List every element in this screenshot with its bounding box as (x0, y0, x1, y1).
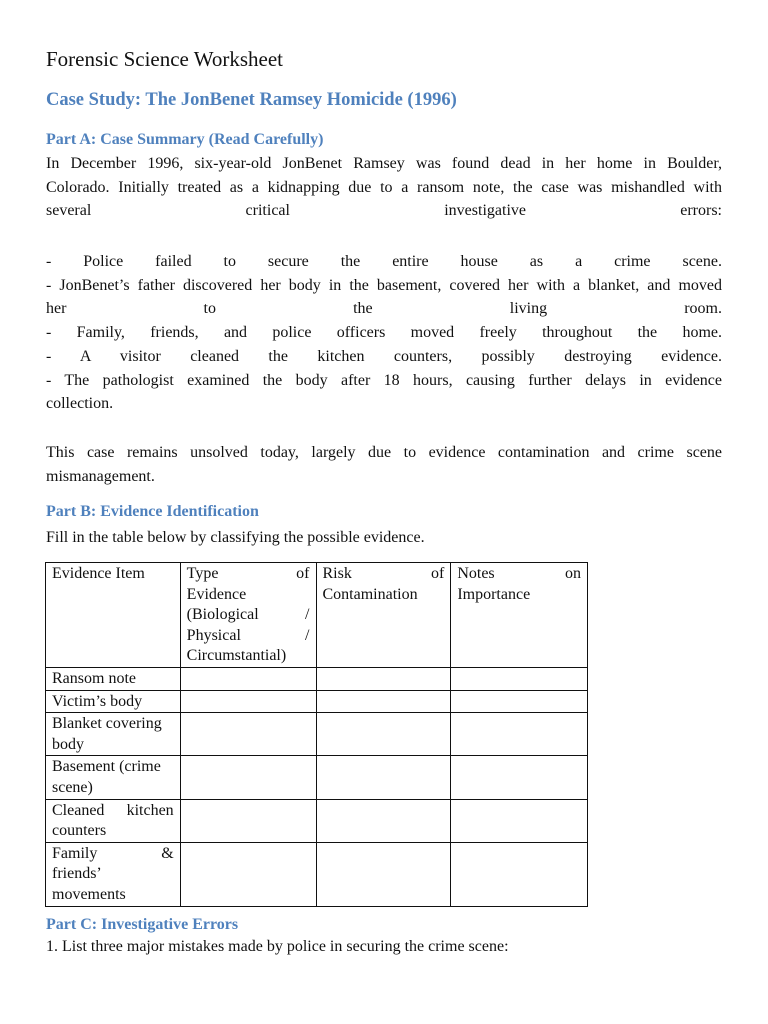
header-evidence-item: Evidence Item (46, 563, 181, 668)
notes-cell[interactable] (451, 756, 588, 799)
list-item: - A visitor cleaned the kitchen counters, possibly destroying evidence. (46, 347, 722, 365)
table-row (46, 842, 588, 906)
type-cell[interactable] (180, 842, 316, 906)
evidence-item-cell: Basement (crime scene) (46, 756, 181, 799)
table-header-row (46, 563, 588, 668)
table-row (46, 799, 588, 842)
risk-cell[interactable] (316, 690, 451, 713)
evidence-item-cell: Ransom note (46, 667, 181, 690)
evidence-item-cell: Victim’s body (46, 690, 181, 713)
type-cell[interactable] (180, 756, 316, 799)
risk-cell[interactable] (316, 756, 451, 799)
list-item: - Family, friends, and police officers moved freely throughout the home. (46, 324, 722, 342)
part-c-question-1: 1. List three major mistakes made by police in securing the crime scene: (46, 938, 509, 955)
header-notes-on-importance: Notes on Importance (451, 563, 588, 668)
table-row (46, 690, 588, 713)
list-item: - JonBenet’s father discovered her body in the basement, covered her with a blanket, and moved (46, 276, 722, 294)
part-a-paragraph-2 (46, 441, 722, 488)
paragraph-line: This case remains unsolved today, largely due to evidence contamination and crime scene (46, 444, 722, 461)
paragraph-line: several critical investigative errors: (46, 202, 722, 220)
header-type-of-evidence: Type of Evidence (Biological / Physical / Circumstantial) (180, 563, 316, 668)
evidence-item-cell: Blanket covering body (46, 713, 181, 756)
header-risk-of-contamination: Risk of Contamination (316, 563, 451, 668)
list-item: her to the living room. (46, 300, 722, 318)
table-row (46, 667, 588, 690)
notes-cell[interactable] (451, 690, 588, 713)
list-item: - The pathologist examined the body after 18 hours, causing further delays in evidence (46, 371, 722, 389)
part-b-instruction: Fill in the table below by classifying the possible evidence. (46, 529, 425, 546)
document-title: Forensic Science Worksheet (46, 47, 284, 71)
part-a-heading: Part A: Case Summary (Read Carefully) (46, 131, 324, 148)
risk-cell[interactable] (316, 799, 451, 842)
list-item: collection. (46, 395, 114, 413)
notes-cell[interactable] (451, 842, 588, 906)
evidence-item-cell: Family & friends’ movements (46, 842, 181, 906)
type-cell[interactable] (180, 713, 316, 756)
evidence-table (45, 562, 588, 907)
type-cell[interactable] (180, 690, 316, 713)
paragraph-line: Colorado. Initially treated as a kidnapping due to a ransom note, the case was mishandled with (46, 178, 722, 196)
type-cell[interactable] (180, 799, 316, 842)
type-cell[interactable] (180, 667, 316, 690)
paragraph-line: In December 1996, six-year-old JonBenet Ramsey was found dead in her home in Boulder, (46, 155, 722, 172)
part-a-paragraph-1 (46, 152, 722, 223)
list-item: - Police failed to secure the entire house as a crime scene. (46, 253, 722, 270)
paragraph-line: mismanagement. (46, 467, 155, 485)
part-c-heading: Part C: Investigative Errors (46, 916, 239, 933)
risk-cell[interactable] (316, 713, 451, 756)
risk-cell[interactable] (316, 667, 451, 690)
evidence-item-cell: Cleaned kitchen counters (46, 799, 181, 842)
part-a-error-list (46, 250, 722, 416)
table-row (46, 756, 588, 799)
case-study-title: Case Study: The JonBenet Ramsey Homicide (1996) (46, 90, 457, 110)
notes-cell[interactable] (451, 713, 588, 756)
notes-cell[interactable] (451, 799, 588, 842)
table-row (46, 713, 588, 756)
part-b-heading: Part B: Evidence Identification (46, 503, 259, 520)
notes-cell[interactable] (451, 667, 588, 690)
risk-cell[interactable] (316, 842, 451, 906)
